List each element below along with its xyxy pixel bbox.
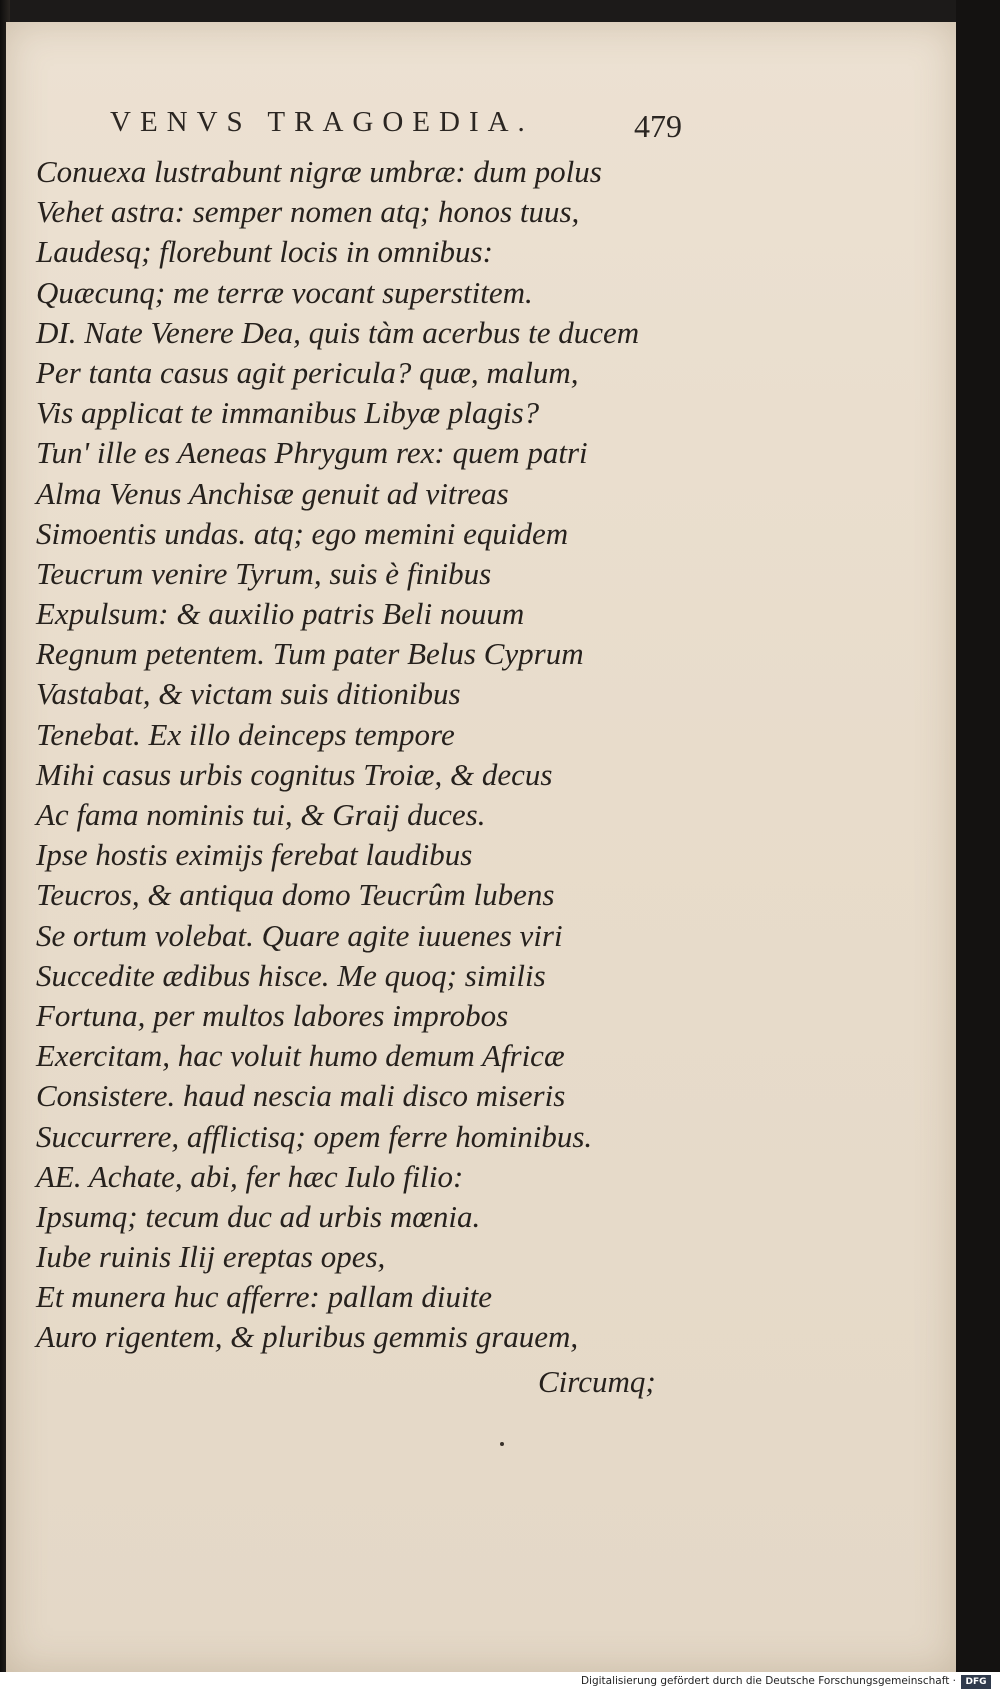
funding-credit: Digitalisierung gefördert durch die Deutsche Forschungsgemeinschaft · [580, 1675, 956, 1687]
page-edge-shadow [956, 0, 1000, 1693]
verse-line: Teucros, & antiqua domo Teucrûm lubens [36, 877, 555, 913]
verse-line: Per tanta casus agit pericula? quæ, malum, [36, 354, 579, 390]
running-title: VENVS TRAGOEDIA. [110, 106, 534, 138]
page-number: 479 [634, 108, 682, 144]
verse-line: Auro rigentem, & pluribus gemmis grauem, [36, 1319, 579, 1355]
verse-line: Expulsum: & auxilio patris Beli nouum [36, 596, 525, 632]
verse-line: Succedite ædibus hisce. Me quoq; similis [36, 957, 546, 993]
verse-line: AE. Achate, abi, fer hæc Iulo filio: [36, 1158, 464, 1194]
verse-line: Vastabat, & victam suis ditionibus [36, 676, 461, 712]
verse-line: Alma Venus Anchisæ genuit ad vitreas [36, 475, 509, 511]
verse-line: Tun' ille es Aeneas Phrygum rex: quem patri [36, 435, 588, 471]
verse-line: Ipse hostis eximijs ferebat laudibus [36, 837, 473, 873]
verse-line: Exercitam, hac voluit humo demum Africæ [36, 1038, 565, 1074]
verse-line: Fortuna, per multos labores improbos [36, 997, 509, 1033]
verse-line: Conuexa lustrabunt nigræ umbræ: dum polus [36, 154, 602, 189]
verse-line: Iube ruinis Ilij ereptas opes, [36, 1239, 386, 1275]
verse-line: Regnum petentem. Tum pater Belus Cyprum [36, 636, 584, 672]
verse-line: Et munera huc afferre: pallam diuite [36, 1279, 493, 1315]
verse-line: Teucrum venire Tyrum, suis è finibus [36, 555, 492, 591]
verse-line: DI. Nate Venere Dea, quis tàm acerbus te ducem [36, 314, 640, 350]
verse-line: Ac fama nominis tui, & Graij duces. [36, 797, 486, 832]
verse-line: Vis applicat te immanibus Libyæ plagis? [36, 395, 540, 431]
verse-line: Quæcunq; me terræ vocant superstitem. [36, 274, 533, 310]
verse-line: Vehet astra: semper nomen atq; honos tuus, [36, 194, 580, 230]
verse-line: Se ortum volebat. Quare agite iuuenes viri [36, 917, 563, 953]
verse-text [36, 152, 936, 1358]
ink-speck [500, 1442, 504, 1446]
verse-line: Ipsumq; tecum duc ad urbis mœnia. [36, 1198, 481, 1234]
dfg-logo-icon: DFG [961, 1675, 991, 1689]
catchword: Circumq; [538, 1364, 656, 1399]
verse-line: Mihi casus urbis cognitus Troiæ, & decus [36, 756, 553, 792]
verse-line: Tenebat. Ex illo deinceps tempore [36, 716, 455, 752]
verse-line: Consistere. haud nescia mali disco miseris [36, 1078, 566, 1114]
verse-line: Succurrere, afflictisq; opem ferre hominibus. [36, 1118, 593, 1154]
verse-line: Simoentis undas. atq; ego memini equidem [36, 515, 569, 551]
verse-line: Laudesq; florebunt locis in omnibus: [36, 234, 493, 270]
